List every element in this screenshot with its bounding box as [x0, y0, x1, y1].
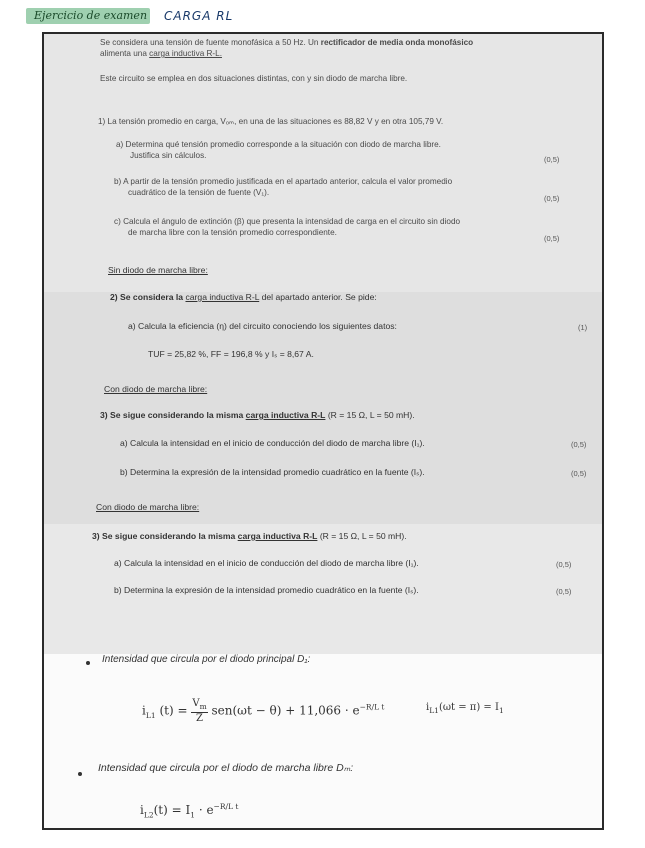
note-2-label: Intensidad que circula por el diodo de marcha libre Dₘ:: [98, 762, 354, 774]
formula-il1-pi-body: (ωt = π) = I: [438, 702, 499, 713]
question-3a-points: (0,5): [571, 440, 587, 449]
formula-il2: [140, 802, 238, 819]
intro-text-2: alimenta una: [100, 49, 147, 58]
question-3-params-repeat: (R = 15 Ω, L = 50 mH).: [319, 531, 407, 541]
question-3a: a) Calcula la intensidad en el inicio de conducción del diodo de marcha libre (I₁).: [120, 438, 425, 448]
intro-line-3: Este circuito se emplea en dos situaciones distintas, con y sin diodo de marcha libre.: [100, 74, 408, 83]
question-2-stem: [110, 292, 377, 303]
exercise-tag: Ejercicio de examen: [26, 8, 150, 24]
page-title: CARGA RL: [164, 9, 234, 23]
question-1a-line-1: a) Determina qué tensión promedio corresponde a la situación con diodo de marcha libre.: [116, 140, 441, 149]
intro-line-1: [100, 38, 473, 48]
question-3-stem: [100, 410, 415, 421]
formula-il2-exp-base: · e: [195, 803, 214, 817]
bullet-1: [86, 661, 90, 665]
question-3-underlined: carga inductiva R-L: [245, 410, 326, 420]
note-1-label: Intensidad que circula por el diodo principal D₁:: [102, 654, 311, 665]
question-1a-line-2: Justifica sin cálculos.: [130, 151, 207, 160]
question-3b-points: (0,5): [571, 469, 587, 478]
question-3b-points-repeat: (0,5): [556, 587, 572, 596]
question-1-stem: 1) La tensión promedio en carga, Vₒₘ, en una de las situaciones es 88,82 V y en otra 105,79 V.: [98, 117, 444, 126]
question-1b-line-2: cuadrático de la tensión de fuente (V₁).: [128, 188, 270, 197]
formula-il1-pi-subscript: L1: [429, 706, 439, 715]
exam-sheet: [42, 32, 604, 830]
question-2a: a) Calcula la eficiencia (η) del circuito conociendo los siguientes datos:: [128, 321, 397, 331]
formula-il1-numerator: [191, 698, 207, 713]
formula-il1-pi-symbol: i: [426, 702, 430, 713]
section-heading-con-diodo-repeat: Con diodo de marcha libre:: [96, 502, 200, 512]
formula-vm-subscript: m: [199, 702, 207, 711]
formula-il1-symbol: i: [142, 703, 146, 718]
question-1b-line-1: b) A partir de la tensión promedio justificada en el apartado anterior, calcula el valor promedio: [114, 177, 453, 186]
question-3-stem-repeat: [92, 531, 407, 542]
section-heading-con-diodo: Con diodo de marcha libre:: [104, 384, 208, 394]
question-1c-points: (0,5): [544, 234, 560, 243]
formula-il2-i-subscript: 1: [190, 810, 195, 820]
question-3-params: (R = 15 Ω, L = 50 mH).: [327, 410, 415, 420]
photo-block-question-1: [44, 34, 602, 292]
question-2-text-end: del apartado anterior. Se pide:: [261, 292, 377, 302]
formula-il1: [142, 698, 384, 724]
formula-vm: V: [192, 698, 200, 709]
formula-il2-symbol: i: [140, 803, 144, 817]
question-3a-repeat: a) Calcula la intensidad en el inicio de conducción del diodo de marcha libre (I₁).: [114, 558, 419, 568]
formula-il1-fraction: [191, 698, 207, 724]
intro-text: Se considera una tensión de fuente monofásica a 50 Hz. Un: [100, 38, 319, 47]
question-1c-line-1: c) Calcula el ángulo de extinción (β) que presenta la intensidad de carga en el circuito sin diodo: [114, 217, 461, 226]
question-2-text: 2) Se considera la: [110, 292, 184, 302]
formula-il1-subscript: L1: [145, 710, 156, 720]
formula-il1-arg: (t) =: [159, 703, 188, 718]
intro-emphasis: rectificador de media onda monofásico: [320, 38, 474, 47]
formula-il1-denominator: Z: [196, 713, 203, 724]
question-3-text: 3) Se sigue considerando la misma: [100, 410, 244, 420]
bullet-2: [78, 772, 82, 776]
question-2-underlined: carga inductiva R-L: [185, 292, 260, 302]
formula-il1-exponent: −R/L t: [359, 702, 385, 712]
question-2a-data: TUF = 25,82 %, FF = 196,8 % y Iₛ = 8,67 A.: [148, 349, 314, 359]
formula-il2-subscript: L2: [143, 810, 154, 820]
section-heading-sin-diodo: Sin diodo de marcha libre:: [108, 265, 208, 275]
question-3-underlined-repeat: carga inductiva R-L: [237, 531, 318, 541]
question-3b-repeat: b) Determina la expresión de la intensidad promedio cuadrático en la fuente (Iₛ).: [114, 585, 419, 595]
formula-il2-exponent: −R/L t: [213, 802, 239, 811]
question-3-text-repeat: 3) Se sigue considerando la misma: [92, 531, 236, 541]
question-3a-points-repeat: (0,5): [556, 560, 572, 569]
intro-underlined: carga inductiva R-L.: [149, 49, 222, 58]
formula-il1-pi-i-subscript: 1: [498, 706, 504, 715]
formula-il1-pi: [426, 702, 504, 715]
formula-il1-body: sen(ωt − θ) + 11,066 · e: [211, 703, 360, 718]
formula-il2-body: (t) = I: [153, 803, 191, 817]
intro-line-2: [100, 49, 222, 59]
question-1c-line-2: de marcha libre con la tensión promedio correspondiente.: [128, 228, 337, 237]
question-1b-points: (0,5): [544, 194, 560, 203]
question-1a-points: (0,5): [544, 155, 560, 164]
question-3b: b) Determina la expresión de la intensidad promedio cuadrático en la fuente (Iₛ).: [120, 467, 425, 477]
question-2a-points: (1): [578, 323, 588, 332]
